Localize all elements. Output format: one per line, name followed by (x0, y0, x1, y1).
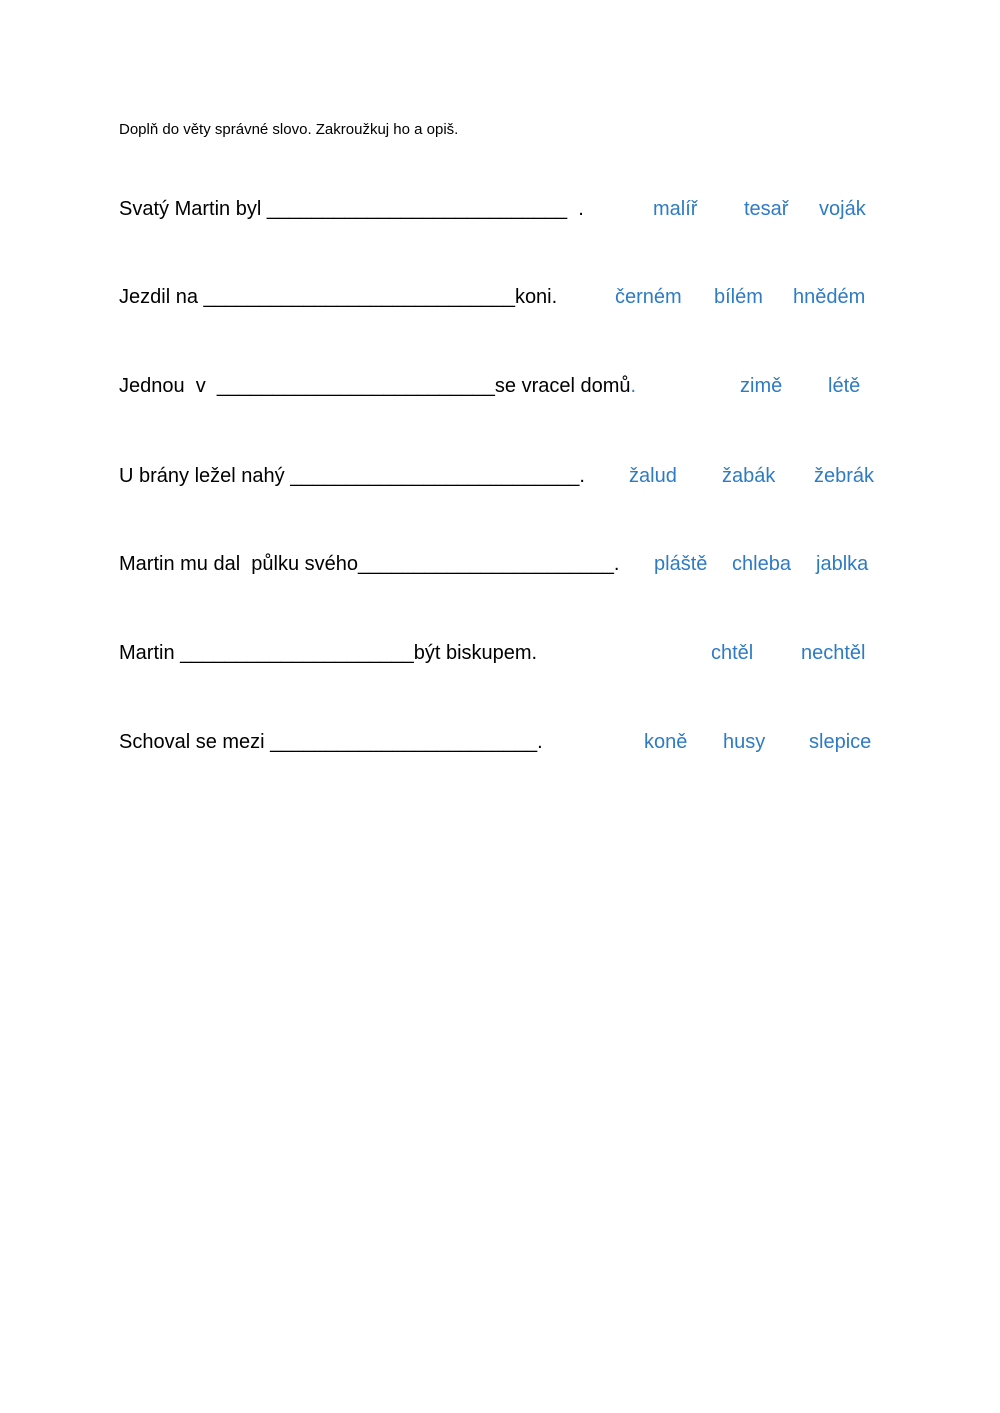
option-4-1[interactable]: žalud (629, 465, 677, 487)
sentence-3-period: . (630, 375, 637, 397)
option-7-1[interactable]: koně (644, 731, 688, 753)
option-4-3[interactable]: žebrák (814, 465, 875, 487)
exercise-row-6 (0, 638, 1000, 668)
exercise-row-4 (0, 461, 1000, 491)
exercise-row-7 (0, 727, 1000, 757)
sentence-3 (119, 371, 636, 401)
exercise-row-2 (0, 282, 1000, 312)
option-3-2[interactable]: létě (828, 375, 861, 397)
option-6-1[interactable]: chtěl (711, 642, 754, 664)
sentence-1: Svatý Martin byl ___________________________ . (119, 198, 584, 220)
option-2-3[interactable]: hnědém (793, 286, 866, 308)
option-6-2[interactable]: nechtěl (801, 642, 866, 664)
option-1-1[interactable]: malíř (653, 198, 698, 220)
option-5-3[interactable]: jablka (816, 553, 869, 575)
option-3-1[interactable]: zimě (740, 375, 783, 397)
option-2-2[interactable]: bílém (714, 286, 763, 308)
option-1-2[interactable]: tesař (744, 198, 789, 220)
option-5-2[interactable]: chleba (732, 553, 791, 575)
sentence-3-text: Jednou v _________________________se vracel domů (119, 375, 631, 397)
option-4-2[interactable]: žabák (722, 465, 776, 487)
exercise-row-5 (0, 549, 1000, 579)
sentence-4: U brány ležel nahý __________________________. (119, 465, 585, 487)
sentence-2: Jezdil na ____________________________koni. (119, 286, 558, 308)
instruction-text: Doplň do věty správné slovo. Zakroužkuj ho a opiš. (119, 121, 459, 138)
option-2-1[interactable]: černém (615, 286, 682, 308)
sentence-7: Schoval se mezi ________________________. (119, 731, 543, 753)
sentence-6: Martin _____________________být biskupem. (119, 642, 538, 664)
exercise-row-1 (0, 194, 1000, 224)
option-7-3[interactable]: slepice (809, 731, 872, 753)
option-5-1[interactable]: pláště (654, 553, 708, 575)
sentence-5: Martin mu dal půlku svého_______________________. (119, 553, 620, 575)
option-1-3[interactable]: voják (819, 198, 866, 220)
option-7-2[interactable]: husy (723, 731, 766, 753)
exercise-row-3 (0, 371, 1000, 401)
